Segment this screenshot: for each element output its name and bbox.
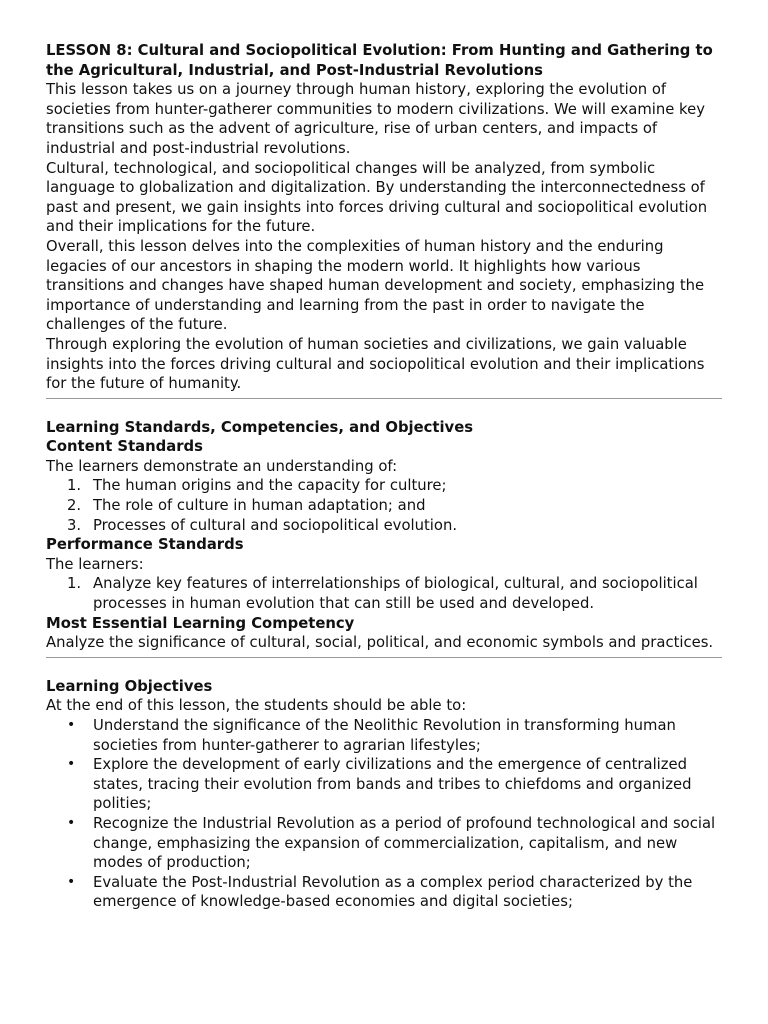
content-standards-intro: The learners demonstrate an understanding of: <box>46 457 398 475</box>
competency-text: Analyze the significance of cultural, social, political, and economic symbols and practices. <box>46 634 714 652</box>
section-spacer <box>46 658 722 677</box>
intro-paragraph: Cultural, technological, and sociopolitical changes will be analyzed, from symbolic language to globalization and digitalization. By understanding the interconnectedness of past and present, we gain insights into forces driving cultural and sociopolitical evolution and their implications for the future. <box>46 159 708 236</box>
list-number: 2. <box>67 497 82 515</box>
competency-heading: Most Essential Learning Competency <box>46 614 355 632</box>
list-number: 3. <box>67 516 82 534</box>
list-item <box>46 476 722 496</box>
bullet-icon: • <box>67 814 76 831</box>
objectives-intro: At the end of this lesson, the students should be able to: <box>46 697 467 715</box>
performance-standards-heading: Performance Standards <box>46 536 244 554</box>
list-item-text: Processes of cultural and sociopolitical evolution. <box>93 516 458 534</box>
list-item <box>46 496 722 516</box>
list-item <box>46 814 722 873</box>
learning-objectives-section <box>46 677 722 912</box>
list-item-text: Understand the significance of the Neolithic Revolution in transforming human societies from hunter-gatherer to agrarian lifestyles; <box>93 717 676 754</box>
list-item-text: Evaluate the Post-Industrial Revolution as a complex period characterized by the emergence of knowledge-based economies and digital societies; <box>93 873 693 911</box>
objectives-heading: Learning Objectives <box>46 677 213 695</box>
lesson-title: LESSON 8: Cultural and Sociopolitical Evolution: From Hunting and Gathering to the Agricultural, Industrial, and Post-Industrial Revolutions <box>46 42 713 79</box>
lesson-intro <box>46 41 722 394</box>
learning-standards-section <box>46 418 722 653</box>
list-item <box>46 574 722 613</box>
intro-paragraph: Through exploring the evolution of human societies and civilizations, we gain valuable insights into the forces driving cultural and sociopolitical evolution and their implications for the future of humanity. <box>46 335 705 393</box>
performance-standards-list <box>46 574 722 613</box>
list-item-text: Explore the development of early civilizations and the emergence of centralized states, tracing their evolution from bands and tribes to chiefdoms and organized polities; <box>93 756 692 813</box>
list-item <box>46 873 722 912</box>
bullet-icon: • <box>67 873 76 890</box>
list-item <box>46 755 722 814</box>
performance-standards-intro: The learners: <box>46 555 144 573</box>
list-number: 1. <box>67 575 82 593</box>
list-item-text: Recognize the Industrial Revolution as a period of profound technological and social change, emphasizing the expansion of commercialization, capitalism, and new modes of production; <box>93 814 716 872</box>
bullet-icon: • <box>67 756 76 773</box>
standards-heading: Learning Standards, Competencies, and Objectives <box>46 418 474 436</box>
list-item <box>46 716 722 755</box>
content-standards-list <box>46 476 722 535</box>
intro-paragraph: Overall, this lesson delves into the complexities of human history and the enduring legacies of our ancestors in shaping the modern world. It highlights how various transitions and changes have shaped human development and society, emphasizing the importance of understanding and learning from the past in order to navigate the challenges of the future. <box>46 237 705 334</box>
intro-paragraph: This lesson takes us on a journey through human history, exploring the evolution of societies from hunter-gatherer communities to modern civilizations. We will examine key transitions such as the advent of agriculture, rise of urban centers, and impacts of industrial and post-industrial revolutions. <box>46 81 705 157</box>
list-item-text: The human origins and the capacity for culture; <box>93 477 447 495</box>
list-item-text: The role of culture in human adaptation; and <box>93 497 426 515</box>
list-number: 1. <box>67 477 82 495</box>
section-spacer <box>46 399 722 418</box>
list-item <box>46 516 722 536</box>
list-item-text: Analyze key features of interrelationships of biological, cultural, and sociopolitical processes in human evolution that can still be used and developed. <box>93 575 698 613</box>
bullet-icon: • <box>67 717 76 733</box>
objectives-list <box>46 716 722 912</box>
content-standards-heading: Content Standards <box>46 438 203 456</box>
